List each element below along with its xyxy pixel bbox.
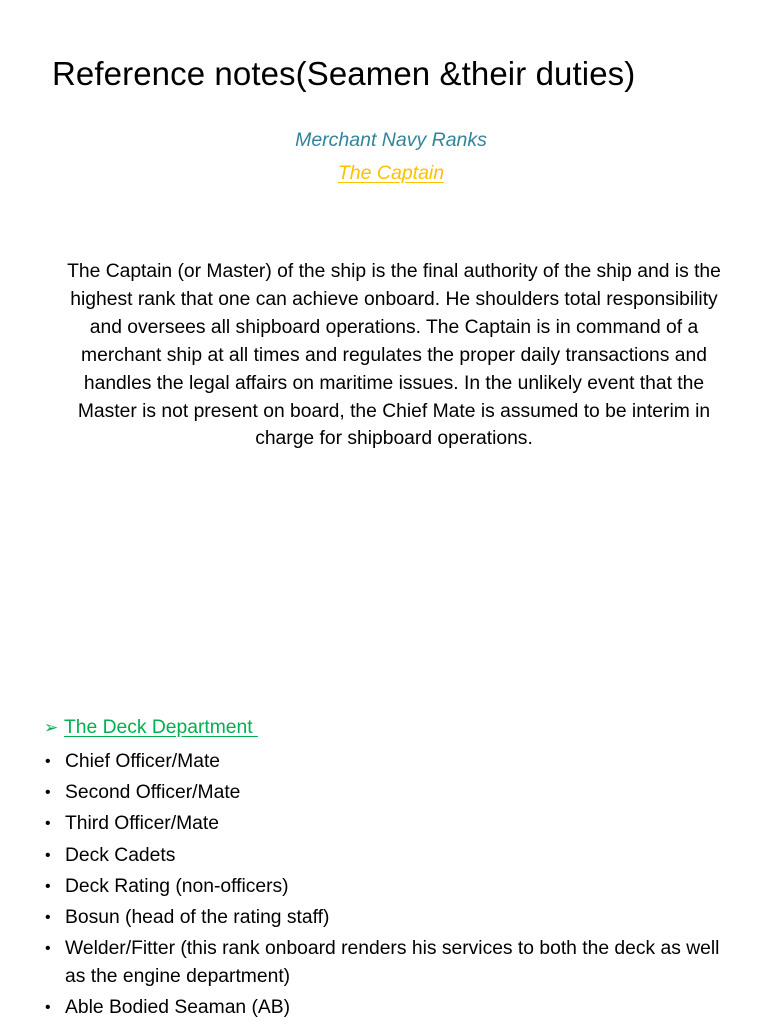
bullet-icon: • [45, 846, 51, 864]
bullet-icon: • [45, 998, 51, 1016]
section-title-container [0, 162, 768, 185]
list-item [44, 810, 734, 838]
list-item [44, 873, 734, 901]
bullet-icon: • [45, 877, 51, 895]
bullet-icon: • [45, 940, 51, 958]
list-item-label: Welder/Fitter (this rank onboard renders his services to both the deck as well as the engine department) [65, 938, 720, 987]
bullet-icon: • [45, 815, 51, 833]
list-item [44, 935, 734, 990]
deck-ranks-list [44, 748, 734, 1025]
list-item-label: Chief Officer/Mate [65, 751, 221, 772]
section-title-link[interactable]: The Captain [337, 162, 445, 184]
deck-department-link[interactable]: The Deck Department [64, 717, 258, 738]
list-item-label: Deck Cadets [65, 844, 176, 866]
list-item-label: Third Officer/Mate [65, 813, 219, 835]
page-title: Reference notes(Seamen &their duties) [52, 55, 636, 92]
list-item-label: Second Officer/Mate [65, 782, 241, 804]
subtitle: Merchant Navy Ranks [295, 129, 487, 151]
list-item [44, 994, 734, 1022]
list-item [44, 748, 734, 776]
deck-department-heading [44, 717, 258, 739]
bullet-icon: • [45, 908, 51, 926]
list-item-label: Deck Rating (non-officers) [65, 875, 289, 897]
list-item-label: Bosun (head of the rating staff) [65, 906, 330, 928]
list-item [44, 904, 734, 932]
bullet-icon: • [45, 753, 51, 770]
list-item-label: Able Bodied Seaman (AB) [65, 996, 291, 1018]
list-item [44, 842, 734, 870]
list-item [44, 779, 734, 807]
arrow-bullet-icon: ➢ [44, 718, 59, 737]
bullet-icon: • [45, 784, 51, 802]
captain-paragraph: The Captain (or Master) of the ship is the final authority of the ship and is the highest rank that one can achieve onboard. He shoulders total responsibility and oversees all shipboard operations. The Captain is in command of a merchant ship at all times and regulates the proper daily transactions and handles the legal affairs on maritime issues. In the unlikely event that the Master is not present on board, the Chief Mate is assumed to be interim in charge for shipboard operations. [67, 261, 721, 450]
